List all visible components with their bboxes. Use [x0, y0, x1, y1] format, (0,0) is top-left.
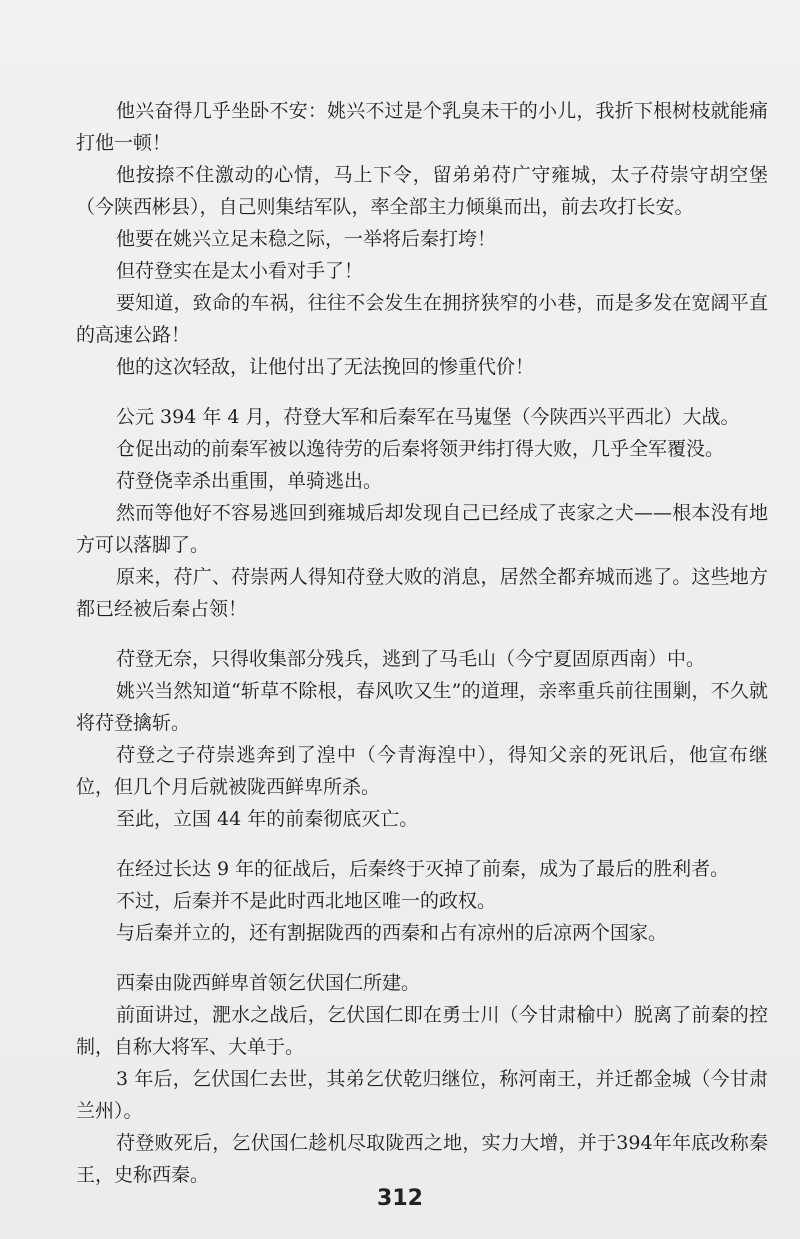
body-text — [76, 95, 768, 1191]
paragraph: 他要在姚兴立足未稳之际，一举将后秦打垮！ — [116, 228, 497, 250]
paragraph: 姚兴当然知道“斩草不除根，春风吹又生”的道理，亲率重兵前往围剿，不久就将苻登擒斩。 — [76, 680, 768, 734]
paragraph: 苻登败死后，乞伏国仁趁机尽取陇西之地，实力大增，并于394年年底改称秦王，史称西秦。 — [76, 1132, 768, 1186]
paragraph: 仓促出动的前秦军被以逸待劳的后秦将领尹纬打得大败，几乎全军覆没。 — [116, 438, 725, 460]
paragraph: 他按捺不住激动的心情，马上下令，留弟弟苻广守雍城，太子苻崇守胡空堡（今陕西彬县），自己则集结军队，率全部主力倾巢而出，前去攻打长安。 — [76, 164, 768, 218]
paragraph: 苻登无奈，只得收集部分残兵，逃到了马毛山（今宁夏固原西南）中。 — [116, 648, 706, 670]
section-gap — [76, 835, 768, 853]
paragraph: 他的这次轻敌，让他付出了无法挽回的惨重代价！ — [116, 356, 535, 378]
paragraph: 前面讲过，淝水之战后，乞伏国仁即在勇士川（今甘肃榆中）脱离了前秦的控制，自称大将军、大单于。 — [76, 1004, 768, 1058]
paragraph: 他兴奋得几乎坐卧不安：姚兴不过是个乳臭未干的小儿，我折下根树枝就能痛打他一顿！ — [76, 100, 768, 154]
paragraph: 苻登之子苻崇逃奔到了湟中（今青海湟中），得知父亲的死讯后，他宣布继位，但几个月后就被陇西鲜卑所杀。 — [76, 744, 768, 798]
section-gap — [76, 949, 768, 967]
page-number: 312 — [377, 1186, 423, 1211]
paragraph: 与后秦并立的，还有割据陇西的西秦和占有凉州的后凉两个国家。 — [116, 922, 668, 944]
paragraph: 公元 394 年 4 月，苻登大军和后秦军在马嵬堡（今陕西兴平西北）大战。 — [116, 406, 740, 428]
paragraph: 至此，立国 44 年的前秦彻底灭亡。 — [116, 808, 419, 830]
paragraph: 但苻登实在是太小看对手了！ — [116, 260, 364, 282]
paragraph: 在经过长达 9 年的征战后，后秦终于灭掉了前秦，成为了最后的胜利者。 — [116, 858, 730, 880]
paragraph: 原来，苻广、苻崇两人得知苻登大败的消息，居然全都弃城而逃了。这些地方都已经被后秦占领！ — [76, 566, 768, 620]
paragraph: 不过，后秦并不是此时西北地区唯一的政权。 — [116, 890, 497, 912]
section-gap — [76, 625, 768, 643]
paragraph: 苻登侥幸杀出重围，单骑逃出。 — [116, 470, 383, 492]
paragraph: 要知道，致命的车祸，往往不会发生在拥挤狭窄的小巷，而是多发在宽阔平直的高速公路！ — [76, 292, 768, 346]
paragraph: 3 年后，乞伏国仁去世，其弟乞伏乾归继位，称河南王，并迁都金城（今甘肃兰州）。 — [76, 1068, 768, 1122]
section-gap — [76, 383, 768, 401]
paragraph: 西秦由陇西鲜卑首领乞伏国仁所建。 — [116, 972, 421, 994]
paragraph: 然而等他好不容易逃回到雍城后却发现自己已经成了丧家之犬——根本没有地方可以落脚了。 — [76, 502, 768, 556]
